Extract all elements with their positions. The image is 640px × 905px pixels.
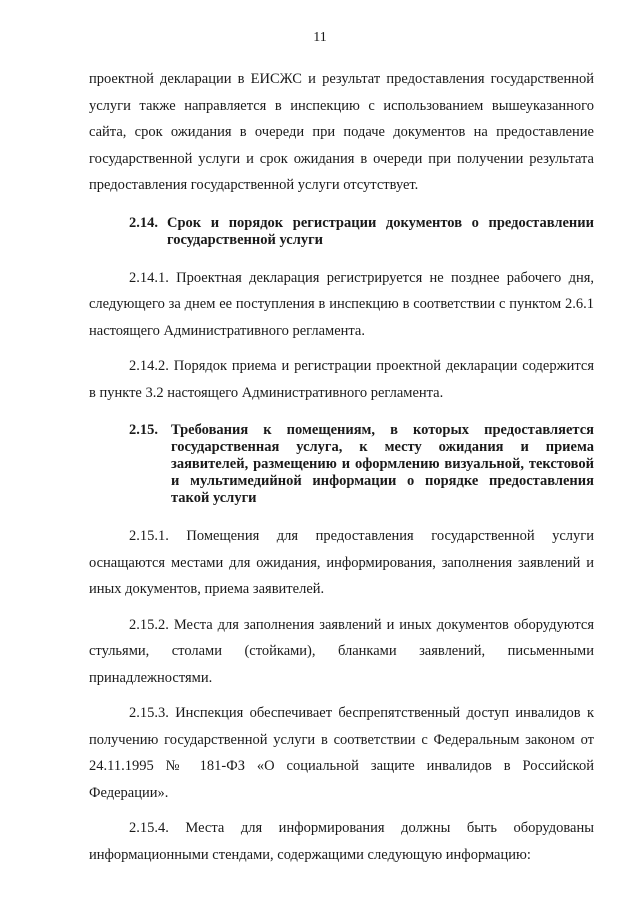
page-number: 11 (313, 30, 327, 45)
section-title: Требования к помещениям, в которых предоставляется государственная услуга, к месту ожидания и приема заявителей, размещению и оформлению визуальной, текстовой и мультимедийной информации о порядке предоставления такой услуги (171, 422, 594, 506)
paragraph-2-15-3: 2.15.3. Инспекция обеспечивает беспрепятственный доступ инвалидов к получению государственной услуги в соответствии с Федеральным законом от 24.11.1995 № 181-ФЗ «О социальной защите инвалидов в Российской Федерации». (89, 705, 594, 801)
paragraph-2-14-1: 2.14.1. Проектная декларация регистрируется не позднее рабочего дня, следующего за днем ее поступления в инспекцию в соответствии с пунктом 2.6.1 настоящего Административного регламента. (89, 269, 594, 339)
section-number: 2.15. (129, 422, 158, 438)
paragraph-2-14-2: 2.14.2. Порядок приема и регистрации проектной декларации содержится в пункте 3.2 настоящего Административного регламента. (89, 358, 594, 401)
document-body (89, 66, 594, 868)
paragraph-2-15-2: 2.15.2. Места для заполнения заявлений и иных документов оборудуются стульями, столами (стойками), бланками заявлений, письменными принадлежностями. (89, 616, 594, 686)
section-heading-2-14 (129, 215, 594, 249)
paragraph-2-15-1: 2.15.1. Помещения для предоставления государственной услуги оснащаются местами для ожидания, информирования, заполнения заявлений и иных документов, приема заявителей. (89, 528, 594, 597)
section-heading-2-15 (129, 422, 594, 507)
paragraph-continuation: проектной декларации в ЕИСЖС и результат предоставления государственной услуги также направляется в инспекцию с использованием вышеуказанного сайта, срок ожидания в очереди при подаче документов на предоставление государственной услуги и срок ожидания в очереди при получении результата предоставления государственной услуги отсутствует. (89, 71, 594, 193)
paragraph-2-15-4: 2.15.4. Места для информирования должны быть оборудованы информационными стендами, содержащими следующую информацию: (89, 820, 594, 863)
section-number: 2.14. (129, 214, 158, 231)
section-title: Срок и порядок регистрации документов о предоставлении государственной услуги (167, 214, 594, 248)
